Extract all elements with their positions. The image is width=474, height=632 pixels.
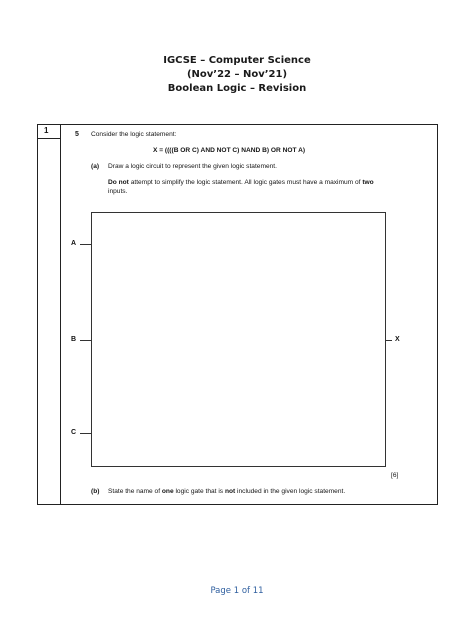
- part-b-text-3: included in the given logic statement.: [235, 488, 346, 495]
- part-b-text-1: State the name of: [108, 488, 162, 495]
- question-number-column: [38, 125, 61, 504]
- page-number: Page 1 of 11: [210, 586, 264, 596]
- note-two: two: [362, 179, 374, 186]
- part-b-one: one: [161, 488, 174, 495]
- part-b-label: (b): [91, 488, 100, 495]
- part-b-not: not: [224, 488, 236, 495]
- input-a-label: A: [71, 240, 77, 247]
- answer-diagram-box: [91, 212, 386, 467]
- input-c-line: [80, 433, 92, 434]
- question-number-divider: [38, 138, 60, 139]
- document-header: [0, 54, 474, 96]
- question-intro: Consider the logic statement:: [91, 131, 177, 138]
- input-c-label: C: [71, 429, 77, 436]
- header-course: IGCSE – Computer Science: [163, 55, 311, 66]
- input-b-line: [80, 340, 92, 341]
- part-a-note: [108, 178, 374, 187]
- question-number: 1: [44, 126, 49, 135]
- sub-question-number: 5: [75, 131, 79, 138]
- note-text: attempt to simplify the logic statement. All logic gates must have a maximum of: [128, 179, 363, 186]
- part-b-question: [108, 487, 345, 496]
- header-topic: Boolean Logic – Revision: [167, 83, 307, 94]
- input-a-line: [80, 244, 92, 245]
- part-a-marks: [6]: [391, 472, 399, 479]
- part-a-instruction: Draw a logic circuit to represent the given logic statement.: [108, 163, 277, 170]
- header-sessions: (Nov’22 – Nov’21): [186, 69, 288, 80]
- note-do-not: Do not: [108, 179, 129, 186]
- part-b-text-2: logic gate that is: [173, 488, 225, 495]
- logic-statement: X = ((((B OR C) AND NOT C) NAND B) OR NOT A): [153, 147, 306, 154]
- input-b-label: B: [71, 336, 77, 343]
- part-a-note-line2: inputs.: [108, 188, 128, 195]
- part-a-label: (a): [91, 163, 100, 170]
- output-x-line: [385, 340, 392, 341]
- question-frame: [37, 124, 438, 505]
- output-x-label: X: [395, 336, 400, 343]
